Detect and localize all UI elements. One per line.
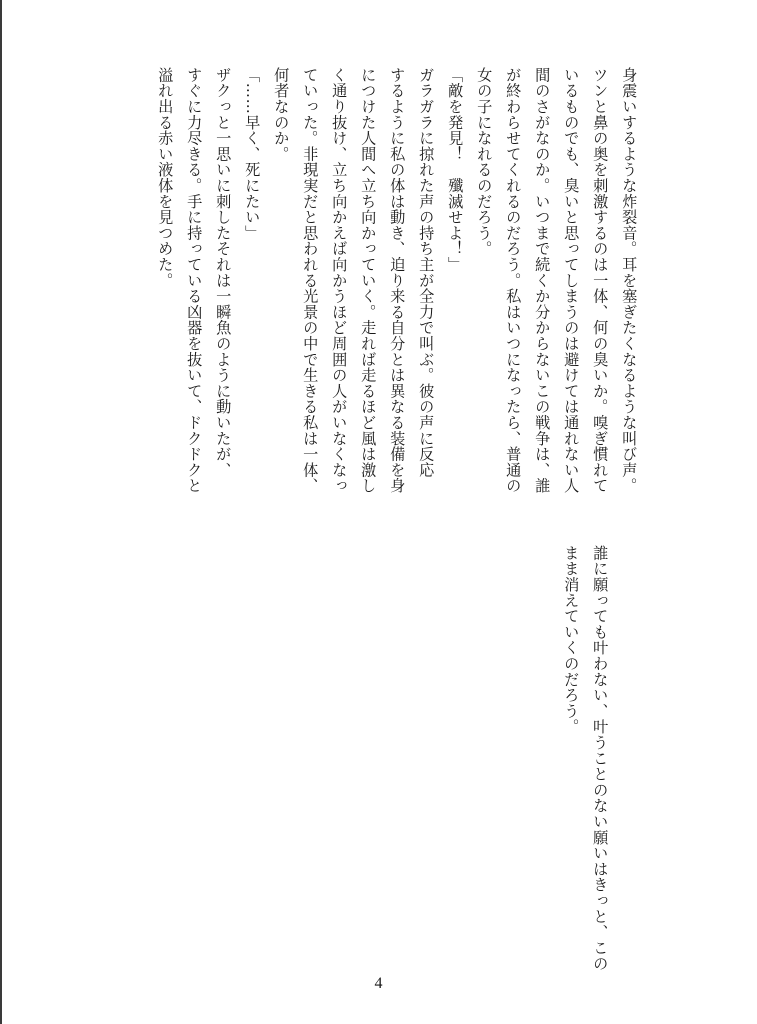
- text-column-9: するように私の体は動き、迫り来る自分とは異なる装備を身: [388, 67, 407, 494]
- continuation-column-2: まま消えていくのだろう。: [562, 545, 581, 735]
- text-column-13: 何者なのか。: [272, 67, 291, 162]
- text-column-3: いるものでも、臭いと思ってしまうのは避けては通れない人: [562, 67, 581, 494]
- text-column-2: ツンと鼻の奥を刺激するのは一体、何の臭いか。嗅ぎ慣れて: [591, 67, 610, 494]
- page-number: 4: [374, 975, 383, 992]
- text-column-1: 身震いするような炸裂音。耳を塞ぎたくなるような叫び声。: [620, 67, 639, 494]
- text-column-10: につけた人間へ立ち向かっていく。走れば走るほど風は激し: [359, 67, 378, 494]
- continuation-column-1: 誰に願っても叶わない、叶うことのない願いはきっと、この: [591, 545, 610, 972]
- text-column-4: 間のさがなのか。いつまで続くか分からないこの戦争は、誰: [533, 67, 552, 494]
- text-column-7: 「敵を発見！ 殲滅せよ！」: [446, 67, 465, 273]
- text-column-5: が終わらせてくれるのだろう。私はいつになったら、普通の: [504, 67, 523, 494]
- text-column-11: く通り抜け、立ち向かえば向かうほど周囲の人がいなくなっ: [330, 67, 349, 494]
- text-column-15: ザクっと一思いに刺したそれは一瞬魚のように動いたが、: [214, 67, 233, 478]
- text-column-12: ていった。非現実だと思われる光景の中で生きる私は一体、: [301, 67, 320, 494]
- text-column-8: ガラガラに掠れた声の持ち主が全力で叫ぶ。彼の声に反応: [417, 67, 436, 478]
- text-column-17: 溢れ出る赤い液体を見つめた。: [156, 67, 175, 289]
- text-column-16: すぐに力尽きる。手に持っている凶器を抜いて、ドクドクと: [185, 67, 204, 494]
- text-column-6: 女の子になれるのだろう。: [475, 67, 494, 257]
- page-left-border: [0, 0, 2, 1024]
- text-column-14: 「……早く、死にたい」: [243, 67, 262, 241]
